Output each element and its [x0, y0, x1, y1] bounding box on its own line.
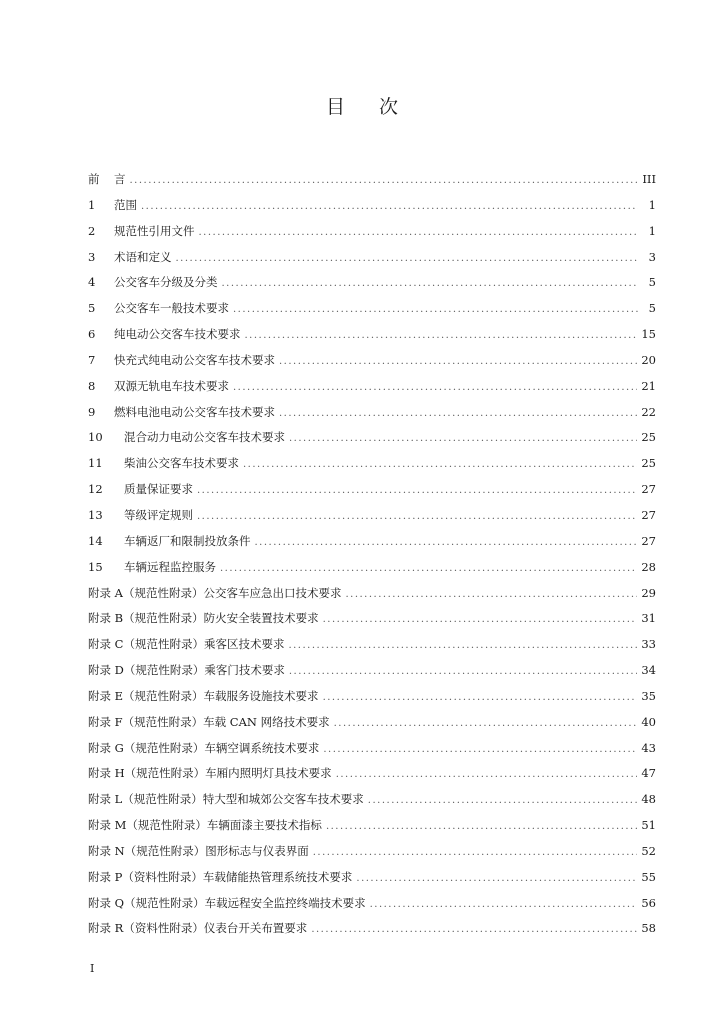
- toc-entry[interactable]: [88, 245, 656, 271]
- toc-entry-title: 等级评定规则: [124, 507, 193, 522]
- toc-leader-dots: [197, 504, 637, 530]
- toc-leader-dots: [255, 530, 638, 556]
- toc-entry[interactable]: [88, 916, 656, 942]
- toc-entry-title: 快充式纯电动公交客车技术要求: [114, 352, 275, 367]
- toc-entry-page: 3: [648, 249, 656, 264]
- toc-leader-dots: [220, 556, 637, 582]
- toc-entry[interactable]: [88, 865, 656, 891]
- toc-leader-dots: [289, 659, 637, 685]
- toc-entry-page: 58: [641, 921, 656, 936]
- toc-leader-dots: [356, 866, 637, 892]
- table-of-contents: [88, 167, 656, 942]
- toc-leader-dots: [233, 375, 637, 401]
- toc-entry-page: 43: [641, 740, 656, 755]
- toc-entry[interactable]: [88, 193, 656, 219]
- toc-entry[interactable]: [88, 839, 656, 865]
- toc-leader-dots: [345, 582, 637, 608]
- toc-entry-page: 29: [641, 585, 656, 600]
- toc-entry-page: 34: [641, 663, 656, 678]
- toc-leader-dots: [334, 711, 638, 737]
- toc-entry-page: 25: [641, 430, 656, 445]
- toc-entry[interactable]: [88, 891, 656, 917]
- toc-entry-page: 1: [648, 197, 656, 212]
- toc-entry-page: 27: [641, 482, 656, 497]
- toc-entry[interactable]: [88, 451, 656, 477]
- toc-entry-title: 质量保证要求: [124, 482, 193, 497]
- toc-leader-dots: [199, 220, 639, 246]
- toc-entry-number: 1: [88, 197, 96, 212]
- toc-entry-title: 规范性引用文件: [114, 223, 195, 238]
- toc-leader-dots: [130, 168, 639, 194]
- toc-entry-page: 35: [641, 688, 656, 703]
- toc-leader-dots: [370, 892, 638, 918]
- toc-entry-number: 10: [88, 430, 103, 445]
- toc-entry-page: 20: [641, 352, 656, 367]
- toc-entry-page: 31: [641, 611, 656, 626]
- toc-entry-title: 范围: [114, 197, 137, 212]
- toc-entry[interactable]: [88, 761, 656, 787]
- toc-entry-title: 混合动力电动公交客车技术要求: [124, 430, 285, 445]
- toc-entry-number: 5: [88, 301, 96, 316]
- toc-entry[interactable]: [88, 296, 656, 322]
- toc-entry-title: 柴油公交客车技术要求: [124, 456, 239, 471]
- toc-entry-title: 公交客车分级及分类: [114, 275, 218, 290]
- toc-entry[interactable]: [88, 167, 656, 193]
- toc-entry-title: 附录 P（资料性附录）车载储能热管理系统技术要求: [88, 869, 353, 884]
- toc-entry-page: 47: [641, 766, 656, 781]
- toc-entry-number: 12: [88, 482, 103, 497]
- toc-entry-page: 51: [641, 818, 656, 833]
- toc-entry-number: 13: [88, 507, 103, 522]
- toc-entry-page: 1: [648, 223, 656, 238]
- toc-entry[interactable]: [88, 632, 656, 658]
- toc-entry-title: 附录 Q（规范性附录）车载远程安全监控终端技术要求: [88, 895, 366, 910]
- toc-entry-page: 25: [641, 456, 656, 471]
- toc-leader-dots: [279, 401, 637, 427]
- toc-leader-dots: [141, 194, 638, 220]
- toc-entry[interactable]: [88, 658, 656, 684]
- toc-entry-number: 3: [88, 249, 96, 264]
- toc-entry[interactable]: [88, 684, 656, 710]
- toc-entry-page: 5: [648, 301, 656, 316]
- toc-entry[interactable]: [88, 606, 656, 632]
- toc-entry-number: 7: [88, 352, 96, 367]
- toc-entry-number: 2: [88, 223, 96, 238]
- toc-entry[interactable]: [88, 503, 656, 529]
- toc-entry-title: 附录 E（规范性附录）车载服务设施技术要求: [88, 688, 319, 703]
- toc-entry[interactable]: [88, 477, 656, 503]
- toc-entry-number: 8: [88, 378, 96, 393]
- toc-entry[interactable]: [88, 736, 656, 762]
- toc-leader-dots: [279, 349, 637, 375]
- toc-leader-dots: [176, 246, 639, 272]
- toc-entry-page: 27: [641, 507, 656, 522]
- toc-entry-page: 48: [641, 792, 656, 807]
- toc-entry-page: 28: [641, 559, 656, 574]
- toc-leader-dots: [245, 323, 638, 349]
- toc-entry-title: 附录 A（规范性附录）公交客车应急出口技术要求: [88, 585, 342, 600]
- toc-leader-dots: [243, 452, 637, 478]
- toc-entry-title: 附录 M（规范性附录）车辆面漆主要技术指标: [88, 818, 322, 833]
- toc-entry-title: 附录 N（规范性附录）图形标志与仪表界面: [88, 843, 309, 858]
- toc-entry-title: 附录 R（资料性附录）仪表台开关布置要求: [88, 921, 308, 936]
- toc-leader-dots: [326, 814, 637, 840]
- toc-entry-page: 33: [641, 637, 656, 652]
- toc-entry-title: 附录 D（规范性附录）乘客门技术要求: [88, 663, 285, 678]
- toc-leader-dots: [222, 271, 639, 297]
- toc-entry-title: 言: [114, 172, 126, 186]
- toc-entry-page: 55: [641, 869, 656, 884]
- toc-entry-title: 附录 B（规范性附录）防火安全装置技术要求: [88, 611, 319, 626]
- toc-entry-page: 15: [641, 327, 656, 342]
- page-title: 目 次: [325, 96, 413, 118]
- toc-entry-number: 6: [88, 327, 96, 342]
- toc-leader-dots: [197, 478, 637, 504]
- toc-entry-number: 14: [88, 533, 103, 548]
- toc-entry-title: 附录 C（规范性附录）乘客区技术要求: [88, 637, 285, 652]
- toc-entry[interactable]: [88, 529, 656, 555]
- toc-entry-title: 附录 F（规范性附录）车载 CAN 网络技术要求: [88, 714, 330, 729]
- toc-entry-title: 车辆远程监控服务: [124, 559, 216, 574]
- footer-page-number: I: [90, 962, 95, 975]
- toc-leader-dots: [323, 607, 638, 633]
- toc-entry[interactable]: [88, 374, 656, 400]
- toc-entry-page: 5: [648, 275, 656, 290]
- toc-entry[interactable]: [88, 555, 656, 581]
- toc-leader-dots: [336, 762, 638, 788]
- toc-leader-dots: [323, 737, 637, 763]
- toc-entry[interactable]: [88, 348, 656, 374]
- toc-entry-page: 22: [641, 404, 656, 419]
- toc-leader-dots: [313, 840, 638, 866]
- toc-leader-dots: [233, 297, 638, 323]
- toc-entry-title: 附录 G（规范性附录）车辆空调系统技术要求: [88, 740, 320, 755]
- toc-entry-title: 附录 H（规范性附录）车厢内照明灯具技术要求: [88, 766, 332, 781]
- toc-entry-page: III: [642, 172, 656, 186]
- toc-leader-dots: [289, 426, 637, 452]
- toc-leader-dots: [311, 917, 637, 943]
- toc-entry-title: 附录 L（规范性附录）特大型和城郊公交客车技术要求: [88, 792, 364, 807]
- toc-leader-dots: [288, 633, 637, 659]
- toc-entry-page: 52: [641, 843, 656, 858]
- toc-entry-title: 公交客车一般技术要求: [114, 301, 229, 316]
- toc-entry-number: 前: [88, 172, 100, 186]
- toc-entry-page: 56: [641, 895, 656, 910]
- toc-entry[interactable]: [88, 270, 656, 296]
- toc-leader-dots: [368, 788, 638, 814]
- toc-entry-title: 燃料电池电动公交客车技术要求: [114, 404, 275, 419]
- toc-entry[interactable]: [88, 219, 656, 245]
- toc-entry-number: 11: [88, 456, 103, 471]
- toc-entry-number: 15: [88, 559, 103, 574]
- toc-entry[interactable]: [88, 581, 656, 607]
- toc-leader-dots: [323, 685, 638, 711]
- toc-entry-page: 21: [641, 378, 656, 393]
- toc-entry-title: 车辆返厂和限制投放条件: [124, 533, 251, 548]
- toc-entry[interactable]: [88, 813, 656, 839]
- toc-entry[interactable]: [88, 710, 656, 736]
- toc-entry-number: 4: [88, 275, 96, 290]
- toc-entry[interactable]: [88, 400, 656, 426]
- toc-entry-title: 双源无轨电车技术要求: [114, 378, 229, 393]
- toc-entry[interactable]: [88, 787, 656, 813]
- toc-entry-number: 9: [88, 404, 96, 419]
- toc-entry-page: 40: [641, 714, 656, 729]
- toc-entry-page: 27: [641, 533, 656, 548]
- toc-entry-title: 纯电动公交客车技术要求: [114, 327, 241, 342]
- toc-entry[interactable]: [88, 322, 656, 348]
- toc-entry[interactable]: [88, 425, 656, 451]
- toc-entry-title: 术语和定义: [114, 249, 172, 264]
